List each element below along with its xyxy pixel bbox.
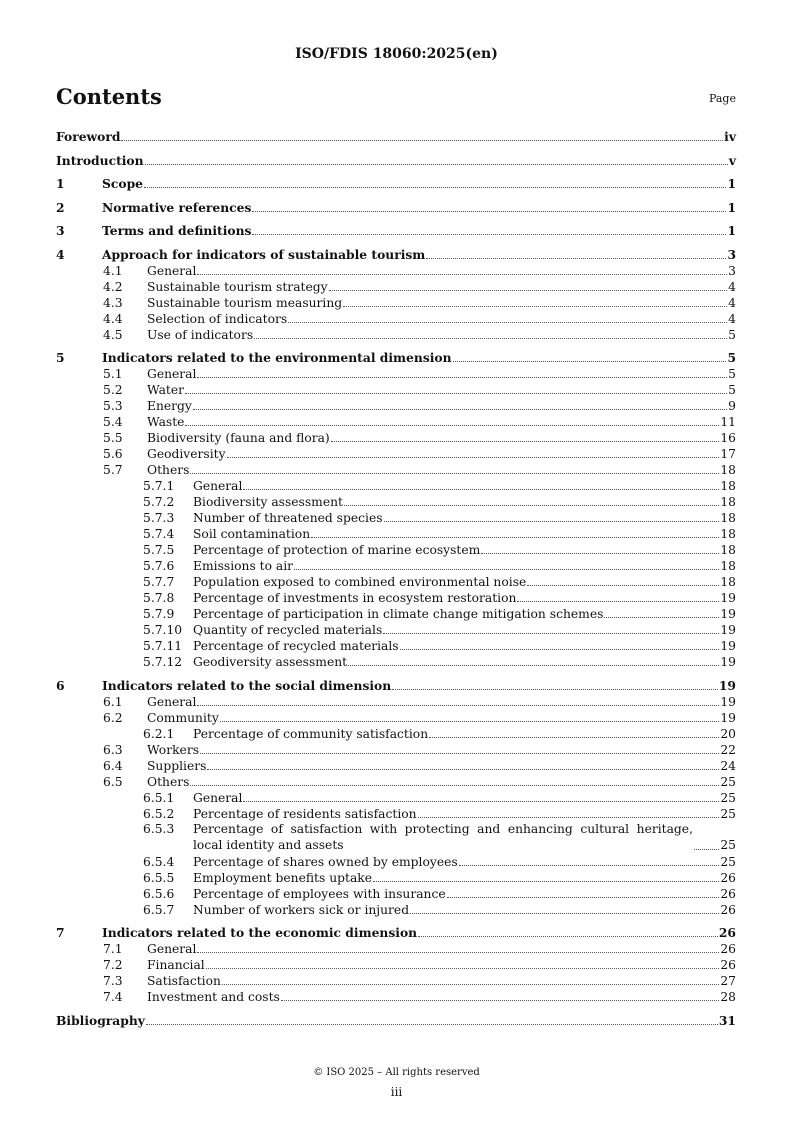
dot-leader (481, 553, 719, 554)
toc-entry-page: 19 (720, 607, 736, 621)
toc-entry-number: 5.3 (103, 399, 123, 413)
toc-entry-title: Normative references (102, 199, 252, 215)
toc-entry-page: 3 (727, 246, 736, 262)
toc-entry[interactable] (56, 461, 736, 477)
toc-entry-number: 5.2 (103, 383, 123, 397)
toc-entry-number: 5.7.10 (143, 623, 183, 637)
toc-entry-title: Soil contamination (193, 527, 311, 541)
toc-entry[interactable] (56, 956, 736, 972)
toc-entry-title: Percentage of investments in ecosystem restoration (193, 591, 517, 605)
toc-entry-title: Number of threatened species (193, 511, 383, 525)
toc-entry[interactable] (56, 869, 736, 885)
toc-entry-title: Percentage of shares owned by employees (193, 854, 458, 869)
toc-entry-number: 5.7.1 (143, 479, 175, 493)
toc-entry-number: 6.5.4 (143, 854, 175, 869)
dot-leader (197, 952, 719, 953)
dot-leader (252, 234, 726, 235)
toc-entry-page: 18 (720, 511, 736, 525)
toc-entry[interactable] (56, 589, 736, 605)
toc-entry[interactable] (56, 397, 736, 413)
toc-entry-number: 5 (56, 350, 65, 365)
toc-entry-page: 1 (727, 176, 736, 191)
dot-leader (426, 258, 726, 259)
toc-entry-page: 31 (718, 1012, 736, 1028)
toc-entry-title: Use of indicators (147, 327, 254, 342)
toc-entry-number: 5.5 (103, 431, 123, 445)
page-column-label: Page (708, 92, 736, 105)
dot-leader (453, 361, 727, 362)
table-of-contents (56, 128, 736, 1028)
document-id: ISO/FDIS 18060:2025(en) (295, 46, 498, 62)
toc-entry-page: 4 (728, 311, 736, 326)
dot-leader (383, 633, 719, 634)
toc-entry[interactable] (56, 725, 736, 741)
toc-entry-page: 18 (720, 559, 736, 573)
toc-entry-page: 18 (720, 479, 736, 493)
toc-entry-page: 19 (720, 623, 736, 637)
toc-entry-number: 7 (56, 925, 65, 940)
toc-entry-title: Percentage of recycled materials (193, 639, 399, 653)
dot-leader (418, 936, 718, 937)
dot-leader (206, 968, 720, 969)
toc-entry-number: 4.2 (103, 279, 123, 294)
toc-entry[interactable] (56, 326, 736, 342)
dot-leader (197, 705, 719, 706)
dot-leader (400, 649, 720, 650)
toc-entry-page: 19 (720, 694, 736, 709)
toc-entry-page: 27 (720, 974, 736, 988)
toc-entry[interactable] (56, 175, 736, 191)
toc-entry-number: 5.7.11 (143, 639, 183, 653)
toc-entry-number: 5.7.5 (143, 543, 175, 557)
toc-entry-title: Percentage of employees with insurance (193, 886, 446, 901)
toc-entry-title: Energy (147, 399, 192, 413)
toc-entry-page: 25 (720, 854, 736, 869)
toc-entry[interactable] (56, 988, 736, 1004)
dot-leader (190, 785, 719, 786)
toc-entry-title: Community (147, 710, 219, 725)
toc-entry-title: Employment benefits uptake (193, 870, 373, 885)
toc-entry[interactable] (56, 621, 736, 637)
toc-entry-title: Others (147, 463, 190, 477)
toc-entry-page: 22 (720, 742, 736, 757)
toc-entry[interactable] (56, 821, 736, 853)
toc-entry-page: v (728, 152, 736, 168)
toc-entry-title: Percentage of participation in climate change mitigation schemes (193, 607, 604, 621)
toc-entry-title: Selection of indicators (147, 311, 288, 326)
dot-leader (146, 1024, 718, 1025)
toc-entry-number: 6.3 (103, 742, 123, 757)
toc-entry-page: 18 (720, 495, 736, 509)
toc-entry[interactable] (56, 349, 736, 365)
toc-entry[interactable] (56, 773, 736, 789)
toc-entry-number: 6.5.2 (143, 806, 175, 821)
toc-entry[interactable] (56, 246, 736, 262)
toc-entry[interactable] (56, 477, 736, 493)
dot-leader (220, 721, 720, 722)
dot-leader (410, 913, 719, 914)
toc-entry-number: 6.5.7 (143, 902, 175, 917)
toc-entry-title: Quantity of recycled materials (193, 623, 383, 637)
dot-leader (222, 984, 719, 985)
toc-entry-number: 6.5.1 (143, 790, 175, 805)
toc-entry-page: 1 (727, 199, 736, 215)
toc-entry-title: Indicators related to the economic dimension (102, 925, 418, 940)
dot-leader (252, 211, 726, 212)
toc-entry-page: 25 (720, 806, 736, 821)
toc-entry-page: 3 (728, 263, 736, 278)
toc-entry-page: 19 (720, 710, 736, 725)
toc-entry-number: 5.7.3 (143, 511, 175, 525)
toc-entry-page: 24 (720, 758, 736, 773)
toc-entry-page: 26 (720, 902, 736, 917)
toc-entry[interactable] (56, 262, 736, 278)
dot-leader (604, 617, 719, 618)
toc-entry-title: Indicators related to the social dimension (102, 677, 392, 693)
copyright-notice: © ISO 2025 – All rights reserved (313, 1067, 480, 1078)
toc-entry-title: Waste (147, 415, 185, 429)
toc-entry-number: 6.5.5 (143, 870, 175, 885)
dot-leader (243, 801, 719, 802)
toc-entry-number: 5.7.12 (143, 655, 183, 669)
dot-leader (197, 274, 727, 275)
toc-entry[interactable] (56, 637, 736, 653)
toc-entry-title: Foreword (56, 129, 121, 144)
dot-leader (144, 187, 726, 188)
toc-entry-title: Percentage of community satisfaction (193, 726, 429, 741)
dot-leader (197, 377, 727, 378)
toc-entry-page: 19 (720, 655, 736, 669)
dot-leader (344, 505, 719, 506)
toc-entry-page: 5 (728, 327, 736, 342)
toc-entry-number: 3 (56, 223, 65, 238)
toc-entry-page: 5 (728, 383, 736, 397)
toc-entry[interactable] (56, 972, 736, 988)
toc-entry[interactable] (56, 757, 736, 773)
dot-leader (294, 569, 719, 570)
toc-entry[interactable] (56, 199, 736, 215)
toc-entry[interactable] (56, 278, 736, 294)
toc-entry-title: Others (147, 774, 190, 789)
toc-entry-title: Number of workers sick or injured (193, 902, 410, 917)
toc-entry-number: 6.2.1 (143, 726, 175, 741)
toc-entry-title: Biodiversity assessment (193, 495, 343, 509)
toc-entry-page: 26 (720, 942, 736, 956)
toc-entry[interactable] (56, 805, 736, 821)
toc-entry[interactable] (56, 1012, 736, 1028)
toc-entry-title: Sustainable tourism strategy (147, 279, 328, 294)
toc-entry[interactable] (56, 677, 736, 693)
toc-entry-title: General (147, 942, 197, 956)
toc-entry-number: 5.7.2 (143, 495, 175, 509)
toc-entry-number: 6 (56, 677, 65, 693)
toc-entry-number: 5.4 (103, 415, 123, 429)
toc-entry[interactable] (56, 709, 736, 725)
toc-entry-number: 7.4 (103, 990, 123, 1004)
dot-leader (288, 322, 727, 323)
dot-leader (373, 881, 719, 882)
toc-entry-title: Percentage of satisfaction with protecting and enhancing cultural heritage, local identity and assets (193, 821, 693, 852)
toc-entry[interactable] (56, 128, 736, 144)
dot-leader (527, 585, 719, 586)
toc-entry-title: Introduction (56, 152, 144, 168)
toc-entry-number: 5.7.9 (143, 607, 175, 621)
toc-entry-number: 5.6 (103, 447, 123, 461)
toc-entry-number: 5.7.8 (143, 591, 175, 605)
toc-entry-title: Water (147, 383, 184, 397)
dot-leader (281, 1000, 719, 1001)
toc-entry-page: 19 (720, 639, 736, 653)
toc-entry-number: 6.5.3 (143, 821, 175, 836)
toc-entry[interactable] (56, 222, 736, 238)
dot-leader (190, 473, 719, 474)
toc-entry-title: Scope (102, 176, 143, 191)
dot-leader (185, 425, 719, 426)
toc-entry[interactable] (56, 152, 736, 168)
toc-entry-title: General (193, 479, 243, 493)
toc-entry-number: 5.7.6 (143, 559, 175, 573)
toc-entry-number: 7.2 (103, 958, 123, 972)
toc-entry-number: 5.1 (103, 367, 123, 381)
toc-entry-page: 26 (720, 886, 736, 901)
toc-entry-page: 20 (720, 726, 736, 741)
dot-leader (207, 769, 719, 770)
dot-leader (145, 164, 728, 165)
toc-entry-page: 17 (720, 447, 736, 461)
toc-entry[interactable] (56, 605, 736, 621)
toc-entry-number: 4.4 (103, 311, 123, 326)
toc-entry-number: 6.2 (103, 710, 123, 725)
toc-entry-page: 4 (728, 295, 736, 310)
toc-entry-page: 25 (720, 790, 736, 805)
toc-entry-title: Biodiversity (fauna and flora) (147, 431, 330, 445)
toc-entry-number: 4.3 (103, 295, 123, 310)
toc-entry-title: Suppliers (147, 758, 207, 773)
toc-entry-page: iv (724, 129, 736, 144)
toc-entry-title: Emissions to air (193, 559, 294, 573)
dot-leader (694, 849, 719, 850)
toc-entry-title: Indicators related to the environmental dimension (102, 350, 452, 365)
toc-entry-number: 7.3 (103, 974, 123, 988)
dot-leader (243, 489, 719, 490)
dot-leader (254, 338, 727, 339)
toc-entry-page: 25 (720, 774, 736, 789)
toc-entry-page: 18 (720, 527, 736, 541)
toc-entry[interactable] (56, 381, 736, 397)
toc-entry[interactable] (56, 525, 736, 541)
toc-entry[interactable] (56, 294, 736, 310)
toc-entry-title: General (147, 263, 197, 278)
toc-entry-page: 18 (720, 463, 736, 477)
toc-entry[interactable] (56, 365, 736, 381)
dot-leader (418, 817, 720, 818)
toc-entry-page: 16 (720, 431, 736, 445)
toc-entry-page: 25 (720, 837, 736, 852)
toc-entry-page: 4 (728, 279, 736, 294)
toc-entry-title: Satisfaction (147, 974, 221, 988)
dot-leader (331, 441, 720, 442)
toc-entry-page: 1 (727, 223, 736, 238)
toc-entry-page: 9 (728, 399, 736, 413)
toc-entry[interactable] (56, 789, 736, 805)
dot-leader (227, 457, 720, 458)
dot-leader (429, 737, 719, 738)
toc-entry[interactable] (56, 413, 736, 429)
dot-leader (447, 897, 720, 898)
toc-entry-title: Workers (147, 742, 200, 757)
dot-leader (384, 521, 720, 522)
toc-entry[interactable] (56, 573, 736, 589)
toc-entry-page: 19 (720, 591, 736, 605)
toc-entry-number: 4.5 (103, 327, 123, 342)
toc-entry[interactable] (56, 509, 736, 525)
dot-leader (311, 537, 719, 538)
toc-entry-title: Percentage of residents satisfaction (193, 806, 417, 821)
toc-entry-title: General (147, 367, 197, 381)
toc-entry-page: 11 (720, 415, 736, 429)
dot-leader (329, 290, 728, 291)
toc-entry-title: Terms and definitions (102, 223, 252, 238)
toc-entry-number: 7.1 (103, 942, 123, 956)
toc-entry-number: 5.7 (103, 463, 123, 477)
toc-entry-title: Sustainable tourism measuring (147, 295, 343, 310)
toc-entry-title: Bibliography (56, 1012, 145, 1028)
page-title: Contents (56, 84, 162, 109)
toc-entry-page: 26 (718, 925, 736, 940)
dot-leader (121, 140, 723, 141)
toc-entry-page: 18 (720, 575, 736, 589)
toc-entry-page: 19 (718, 677, 736, 693)
toc-entry-number: 5.7.7 (143, 575, 175, 589)
toc-entry-title: Investment and costs (147, 990, 280, 1004)
toc-entry-number: 6.4 (103, 758, 123, 773)
toc-entry[interactable] (56, 693, 736, 709)
toc-entry-title: Approach for indicators of sustainable tourism (102, 246, 426, 262)
toc-entry[interactable] (56, 741, 736, 757)
toc-entry-number: 4.1 (103, 263, 123, 278)
toc-entry-number: 6.5.6 (143, 886, 175, 901)
toc-entry-title: Geodiversity assessment (193, 655, 348, 669)
toc-entry[interactable] (56, 885, 736, 901)
toc-entry-number: 6.5 (103, 774, 123, 789)
toc-entry-page: 26 (720, 870, 736, 885)
toc-entry-page: 5 (728, 367, 736, 381)
toc-entry-number: 1 (56, 176, 65, 191)
dot-leader (200, 753, 719, 754)
page-number: iii (390, 1085, 403, 1099)
dot-leader (348, 665, 719, 666)
dot-leader (459, 865, 720, 866)
dot-leader (392, 689, 718, 690)
toc-entry[interactable] (56, 853, 736, 869)
toc-entry-page: 18 (720, 543, 736, 557)
toc-entry[interactable] (56, 429, 736, 445)
toc-entry[interactable] (56, 924, 736, 940)
dot-leader (517, 601, 719, 602)
toc-entry-number: 6.1 (103, 694, 123, 709)
toc-entry[interactable] (56, 557, 736, 573)
toc-entry[interactable] (56, 940, 736, 956)
toc-entry-page: 26 (720, 958, 736, 972)
dot-leader (193, 409, 727, 410)
toc-entry-page: 28 (720, 990, 736, 1004)
toc-entry[interactable] (56, 310, 736, 326)
toc-entry-page: 5 (727, 350, 736, 365)
toc-entry-title: General (193, 790, 243, 805)
toc-entry-number: 5.7.4 (143, 527, 175, 541)
toc-entry[interactable] (56, 445, 736, 461)
toc-entry-title: General (147, 694, 197, 709)
toc-entry[interactable] (56, 901, 736, 917)
toc-entry-number: 4 (56, 246, 65, 262)
toc-entry[interactable] (56, 541, 736, 557)
toc-entry[interactable] (56, 493, 736, 509)
toc-entry-title: Percentage of protection of marine ecosystem (193, 543, 481, 557)
toc-entry-title: Population exposed to combined environmental noise (193, 575, 527, 589)
toc-entry-title: Financial (147, 958, 205, 972)
toc-entry[interactable] (56, 653, 736, 669)
toc-entry-number: 2 (56, 199, 65, 215)
toc-entry-title: Geodiversity (147, 447, 226, 461)
dot-leader (343, 306, 727, 307)
dot-leader (185, 393, 727, 394)
